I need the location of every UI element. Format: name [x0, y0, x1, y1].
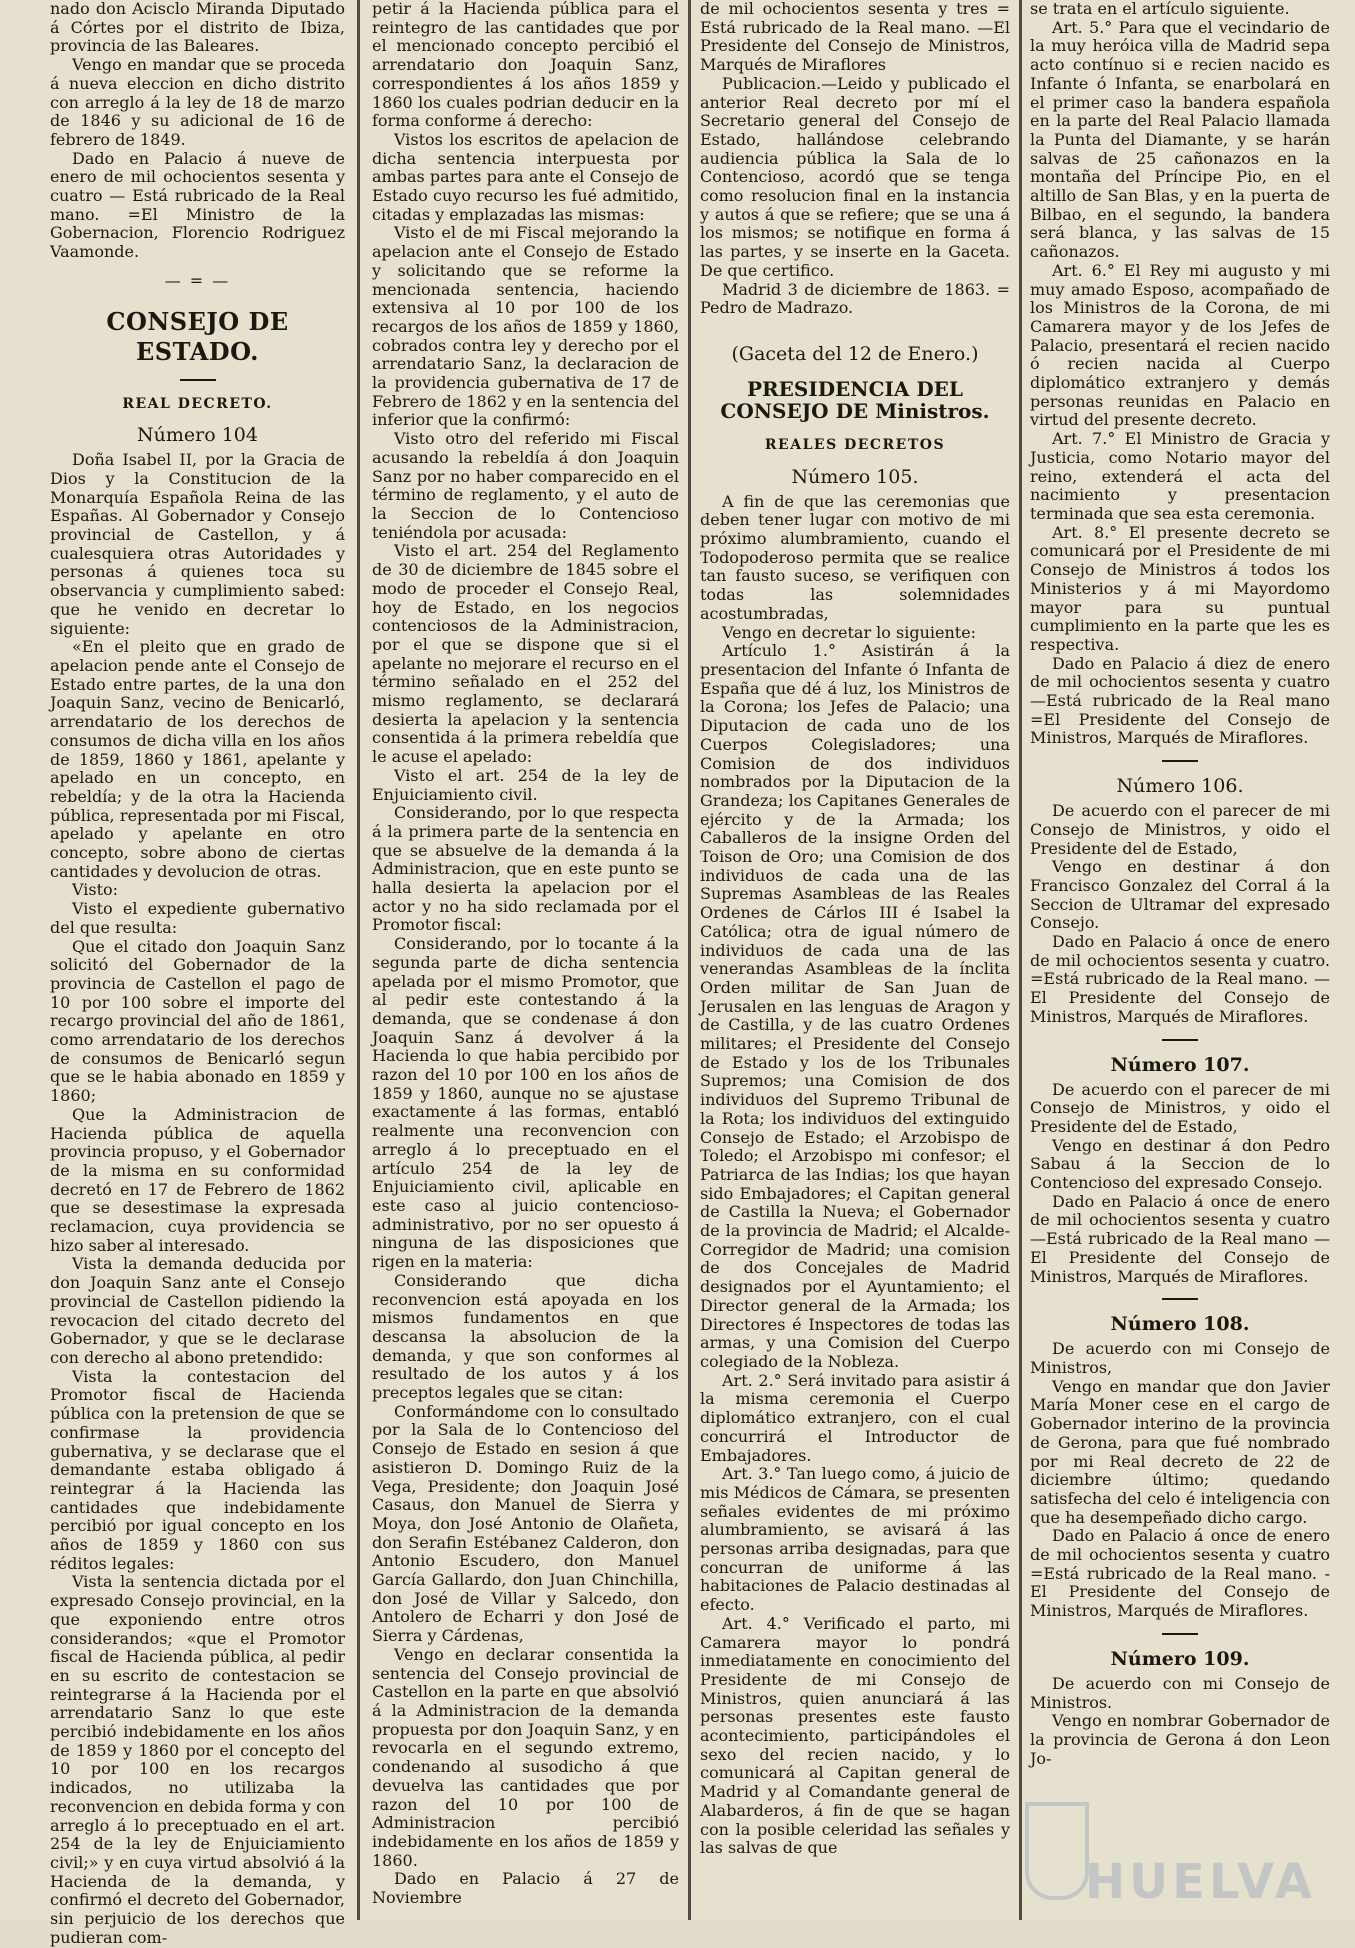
paragraph: de mil ochocientos sesenta y tres = Está rubricado de la Real mano. —El Presidente del Consejo de Ministros, Marqués de Miraflores [700, 0, 1010, 75]
short-rule [1162, 1039, 1198, 1041]
paragraph: Vengo en nombrar Gobernador de la provincia de Gerona á don Leon Jo- [1030, 1711, 1330, 1768]
decree-number-104: Número 104 [137, 424, 258, 447]
paragraph: Visto: [72, 880, 119, 900]
paragraph: Dado en Palacio á nueve de enero de mil ochocientos sesenta y cuatro — Está rubricado de la Real mano. =El Ministro de la Gobernacion, Florencio Rodriguez Vaamonde. [50, 148, 345, 262]
paragraph: Visto el art. 254 de la ley de Enjuiciamiento civil. [372, 765, 679, 804]
paragraph: Publicacion.—Leido y publicado el anterior Real decreto por mí el Secretario general del Consejo de Estado, hallándose celebrando audiencia pública la Sala de lo Contencioso, acordó que se tenga como resolucion final en la instancia y autos á que se refiere; que se una á los mismos; se notifique en forma á las partes, y se inserte en la Gaceta. De que certifico. [700, 73, 1010, 280]
paragraph: Art. 3.° Tan luego como, á juicio de mis Médicos de Cámara, se presenten señales evidentes de mi próximo alumbramiento, se avisará á las personas arriba designadas, para que concurran de uniforme á las habitaciones de Palacio destinadas al efecto. [700, 1464, 1010, 1615]
paragraph: Vengo en mandar que se proceda á nueva eleccion en dicho distrito con arreglo á la ley de 18 de marzo de 1846 y su adicional de 16 de febrero de 1849. [50, 55, 345, 149]
decree-number-106: Número 106. [1116, 775, 1244, 798]
paragraph: Dado en Palacio á once de enero de mil ochocientos sesenta y cuatro. =Está rubricado de la Real mano. —El Presidente del Consejo de Ministros, Marqués de Miraflores. [1030, 932, 1330, 1026]
paragraph: Art. 7.° El Ministro de Gracia y Justicia, como Notario mayor del reino, extenderá el acta del nacimiento y presentacion terminada que sea esta ceremonia. [1030, 429, 1330, 523]
column-3 [700, 0, 1010, 1920]
paragraph: Que el citado don Joaquin Sanz solicitó del Gobernador de la provincia de Castellon el pago de 10 por 100 sobre el importe del recargo provincial del año de 1861, como arrendatario de los derechos de consumos de Benicarló segun que se le habia abonado en 1859 y 1860; [50, 936, 345, 1106]
paragraph: De acuerdo con mi Consejo de Ministros. [1030, 1673, 1330, 1712]
paragraph: De acuerdo con mi Consejo de Ministros, [1030, 1339, 1330, 1377]
paragraph: Vengo en destinar á don Francisco Gonzalez del Corral á la Seccion de Ultramar del expresado Consejo. [1030, 857, 1330, 933]
paragraph: Vengo en decretar lo siguiente: [722, 622, 977, 642]
paragraph: Vengo en declarar consentida la sentencia del Consejo provincial de Castellon en la parte en que absolvió á la Administracion de la demanda propuesta por don Joaquin Sanz, y en revocarla en el segundo extremo, condenando al susodicho á que devuelva las cantidades que por razon del 10 por 100 de Administracion percibió indebidamente en los años de 1859 y 1860. [372, 1644, 679, 1870]
column-divider [357, 0, 360, 1920]
paragraph: Vistos los escritos de apelacion de dicha sentencia interpuesta por ambas partes para ante el Consejo de Estado cuyo recurso les fué admitido, citadas y emplazadas las mismas: [372, 129, 679, 224]
paragraph: Art. 2.° Será invitado para asistir á la misma ceremonia el Cuerpo diplomático extranjero, con el cual concurrirá el Introductor de Embajadores. [700, 1370, 1010, 1465]
watermark-text: HUELVA [1085, 1854, 1316, 1910]
paragraph: De acuerdo con el parecer de mi Consejo de Ministros, y oido el Presidente del de Estado, [1030, 801, 1330, 858]
paragraph: Dado en Palacio á once de enero de mil ochocientos sesenta y cuatro —Está rubricado de la Real mano —El Presidente del Consejo de Ministros, Marqués de Miraflores. [1030, 1191, 1330, 1286]
paragraph: Art. 8.° El presente decreto se comunicará por el Presidente de mi Consejo de Ministros á todos los Ministerios y á mi Mayordomo mayor para su puntual cumplimiento en la parte que les es respectiva. [1030, 522, 1330, 654]
decree-number-109: Número 109. [1110, 1647, 1250, 1670]
paragraph: Considerando que dicha reconvencion está apoyada en los mismos fundamentos en que descansa la absolucion de la demanda, y que son conformes al resultado de los autos y á los preceptos legales que se citan: [372, 1270, 679, 1403]
paragraph: petir á la Hacienda pública para el reintegro de las cantidades que por el mencionado concepto percibió el arrendatario don Joaquin Sanz, correspondientes á los años 1859 y 1860 los cuales podrian deducir en la forma conforme á derecho: [372, 0, 679, 131]
paragraph: Vista la sentencia dictada por el expresado Consejo provincial, en la que exponiendo entre otros considerandos; «que el Promotor fiscal de Hacienda pública, al pedir en su escrito de contestacion se reintegrarse á la Hacienda por el arrendatario Sanz lo que este percibió indebidamente en los años de 1859 y 1860 por el concepto del 10 por 100 en los recargos indicados, no utilizaba la reconvencion en debida forma y con arreglo á lo preceptuado en el art. 254 de la ley de Enjuiciamiento civil;» y en cuya virtud absolvió á la Hacienda de la demanda, y confirmó el decreto del Gobernador, sin perjuicio de los derechos que pudieran com- [50, 1572, 345, 1947]
column-1 [50, 0, 345, 1947]
paragraph: Considerando, por lo que respecta á la primera parte de la sentencia en que se absuelve de la demanda á la Administracion, que en este punto se halla desierta la apelacion por el actor y no ha sido reclamada por el Promotor fiscal: [372, 803, 679, 935]
column-4 [1030, 0, 1330, 1920]
paragraph: De acuerdo con el parecer de mi Consejo de Ministros, y oido el Presidente del de Estado, [1030, 1079, 1330, 1136]
paragraph: se trata en el artículo siguiente. [1030, 0, 1290, 18]
paragraph: Artículo 1.° Asistirán á la presentacion del Infante ó Infanta de España que dé á luz, los Ministros de la Corona; los Jefes de Palacio; una Diputacion de cada uno de los Cuerpos Colegisladores; una Comision de dos individuos nombrados por la Diputacion de la Grandeza; los Capitanes Generales de ejército y de la Armada; los Caballeros de la insigne Orden del Toison de Oro; una Comision de dos individuos de cada una de las Supremas Asambleas de las Reales Ordenes de Cárlos III é Isabel la Católica; otra de igual número de individuos de cada una de las venerandas Asambleas de la ínclita Orden militar de San Juan de Jerusalen en las lenguas de Aragon y de Castilla, y de las cuatro Ordenes militares; el Presidente del Consejo de Estado y los de los Tribunales Supremos; una Comision de dos individuos del Supremo Tribunal de la Rota; los individuos del extinguido Consejo de Estado; el Arzobispo de Toledo; el Arzobispo mi confesor; el Patriarca de las Indias; los que hayan sido Embajadores; el Capitan general de Castilla la Nueva; el Gobernador de la provincia de Madrid; el Alcalde-Corregidor de Madrid; una comision de dos Concejales de Madrid designados por el Ayuntamiento; el Director general de la Armada; los Directores é Inspectores de todas las armas, y una Comision del Cuerpo colegiado de la Nobleza. [700, 641, 1010, 1371]
paragraph: Art. 6.° El Rey mi augusto y mi muy amado Esposo, acompañado de los Ministros de la Corona, de mi Camarera mayor y de los Jefes de Palacio, presentará el recien nacido ó recien nacida al Cuerpo diplomático extranjero y demás personas reunidas en Palacio en virtud del presente decreto. [1030, 260, 1330, 430]
section-heading-consejo: CONSEJO DE ESTADO. [106, 306, 289, 366]
decree-number-108: Número 108. [1110, 1313, 1250, 1336]
paragraph: Vista la demanda deducida por don Joaquin Sanz ante el Consejo provincial de Castellon pidiendo la revocacion del citado decreto del Gobernador, y que se le declarase con derecho al abono pretendido: [50, 1254, 345, 1367]
gaceta-date-heading: (Gaceta del 12 de Enero.) [731, 342, 979, 365]
paragraph: Art. 5.° Para que el vecindario de la muy heróica villa de Madrid sepa acto contínuo si e recien nacido es Infante ó Infanta, se enarbolará en el primer caso la bandera española en la parte del Real Palacio llamada la Punta del Diamante, y se harán salvas de 25 cañonazos en la montaña del Príncipe Pio, en el altillo de San Blas, y en la puerta de Bilbao, en el segundo, la bandera será blanca, y las salvas de 15 cañonazos. [1030, 17, 1330, 262]
short-rule [180, 379, 216, 381]
paragraph: Visto el de mi Fiscal mejorando la apelacion ante el Consejo de Estado y solicitando que se reforme la mencionada sentencia, haciendo extensiva al 10 por 100 de los recargos de los años de 1859 y 1860, cobrados contra ley y derecho por el arrendatario Sanz, la declaracion de la providencia gubernativa de 17 de Febrero de 1862 y en la sentencia del inferior que la confirmó: [372, 223, 679, 430]
paragraph: Visto el art. 254 del Reglamento de 30 de diciembre de 1845 sobre el modo de proceder el Consejo Real, hoy de Estado, en los negocios contenciosos de la Administracion, por el que se dispone que si el apelante no mejorare el recurso en el término señalado en el 252 del mismo reglamento, se declarará desierta la apelacion y la sentencia consentida á la primera rebeldía que le acuse el apelado: [372, 541, 679, 767]
paragraph: Dado en Palacio á once de enero de mil ochocientos sesenta y cuatro =Está rubricado de la Real mano. -El Presidente del Consejo de Ministros, Marqués de Miraflores. [1030, 1526, 1330, 1621]
paragraph: Dado en Palacio á 27 de Noviembre [372, 1869, 679, 1908]
paragraph: Madrid 3 de diciembre de 1863. = Pedro de Madrazo. [700, 279, 1010, 318]
paragraph: A fin de que las ceremonias que deben tener lugar con motivo de mi próximo alumbramiento, cuando el Todopoderoso permita que se realice tan fausto suceso, se verifiquen con todas las solemnidades acostumbradas, [700, 491, 1010, 623]
paragraph: Art. 4.° Verificado el parto, mi Camarera mayor lo pondrá inmediatamente en conocimiento del Presidente de mi Consejo de Ministros, quien anunciará á las personas presentes este fausto acontecimiento, participándoles el sexo del recien nacido, y lo comunicará al Capitan general de Madrid y al Comandante general de Alabarderos, á fin de que se hagan con la posible celeridad las señales y las salvas de que [700, 1613, 1010, 1858]
separator: — = — [164, 270, 231, 290]
paragraph: Vengo en mandar que don Javier María Moner cese en el cargo de Gobernador interino de la provincia de Gerona, para que fué nombrado por mi Real decreto de 22 de diciembre último; quedando satisfecha del celo é inteligencia con que ha desempeñado dicho cargo. [1030, 1376, 1330, 1527]
paragraph: «En el pleito que en grado de apelacion pende ante el Consejo de Estado entre partes, de la una don Joaquin Sanz, vecino de Benicarló, arrendatario de los derechos de consumos de dicha villa en los años de 1859, 1860 y 1861, apelante y apelado en un concepto, en rebeldía; y de la otra la Hacienda pública, representada por mi Fiscal, apelado y apelante en otro concepto, sobre abono de ciertas cantidades y devolucion de otras. [50, 637, 345, 881]
paragraph: Doña Isabel II, por la Gracia de Dios y la Constitucion de la Monarquía Española Reina de las Españas. Al Gobernador y Consejo provincial de Castellon, y á cualesquiera otras Autoridades y personas á quienes toca su observancia y cumplimiento sabed: que he venido en decretar lo siguiente: [50, 450, 345, 638]
column-divider [1019, 0, 1022, 1920]
decree-number-107: Número 107. [1110, 1053, 1250, 1076]
short-rule [1162, 760, 1198, 762]
subheading-real-decreto: REAL DECRETO. [122, 395, 273, 412]
paragraph: Vista la contestacion del Promotor fiscal de Hacienda pública con la pretension de que se confirmase la providencia gubernativa, y se declarase que el demandante estaba obligado á reintegrar á la Hacienda las cantidades que indebidamente percibió por igual concepto en los años de 1859 y 1860 con sus réditos legales: [50, 1366, 345, 1573]
paragraph: Que la Administracion de Hacienda pública de aquella provincia propuso, y el Gobernador de la misma en su conformidad decretó en 17 de Febrero de 1862 que se desestimase la expresada reclamacion, cuya providencia se hizo saber al interesado. [50, 1104, 345, 1255]
paragraph: Visto otro del referido mi Fiscal acusando la rebeldía á don Joaquin Sanz por no haber comparecido en el término de reglamento, y el auto de la Seccion de lo Contencioso teniéndola por acusada: [372, 429, 679, 542]
paragraph: Conformándome con lo consultado por la Sala de lo Contencioso del Consejo de Estado en sesion á que asistieron D. Domingo Ruiz de la Vega, Presidente; don Joaquin José Casaus, don Manuel de Sierra y Moya, don José Antonio de Olañeta, don Serafin Estébanez Calderon, don Antonio Escudero, don Manuel García Gallardo, don Juan Chinchilla, don José de Villar y Salcedo, don Antolero de Echarri y don José de Sierra y Cárdenas, [372, 1401, 679, 1646]
paragraph: Dado en Palacio á diez de enero de mil ochocientos sesenta y cuatro —Está rubricado de la Real mano =El Presidente del Consejo de Ministros, Marqués de Miraflores. [1030, 653, 1330, 748]
paragraph: nado don Acisclo Miranda Diputado á Córtes por el distrito de Ibiza, provincia de las Baleares. [50, 0, 345, 56]
decree-number-105: Número 105. [791, 465, 919, 488]
section-heading-presidencia: PRESIDENCIA DEL CONSEJO DE Ministros. [720, 376, 990, 423]
subheading-reales-decretos: REALES DECRETOS [764, 436, 946, 453]
paragraph: Considerando, por lo tocante á la segunda parte de dicha sentencia apelada por el mismo Promotor, que al pedir este contestando á la demanda, que se condenase á don Joaquin Sanz á devolver á la Hacienda lo que habia percibido por razon del 10 por 100 en los años de 1859 y 1860, aunque no se ajustase exactamente á las formas, entabló realmente una reconvencion con arreglo á lo preceptuado en el artículo 254 de la ley de Enjuiciamiento civil, aplicable en este caso al juicio contencioso-administrativo, por no ser opuesto á ninguna de las disposiciones que rigen en la materia: [372, 934, 679, 1272]
column-2 [372, 0, 679, 1920]
column-divider [688, 0, 691, 1920]
paragraph: Visto el expediente gubernativo del que resulta: [50, 899, 345, 937]
paragraph: Vengo en destinar á don Pedro Sabau á la Seccion de lo Contencioso del expresado Consejo. [1030, 1135, 1330, 1193]
short-rule [1162, 1298, 1198, 1300]
short-rule [1162, 1633, 1198, 1635]
